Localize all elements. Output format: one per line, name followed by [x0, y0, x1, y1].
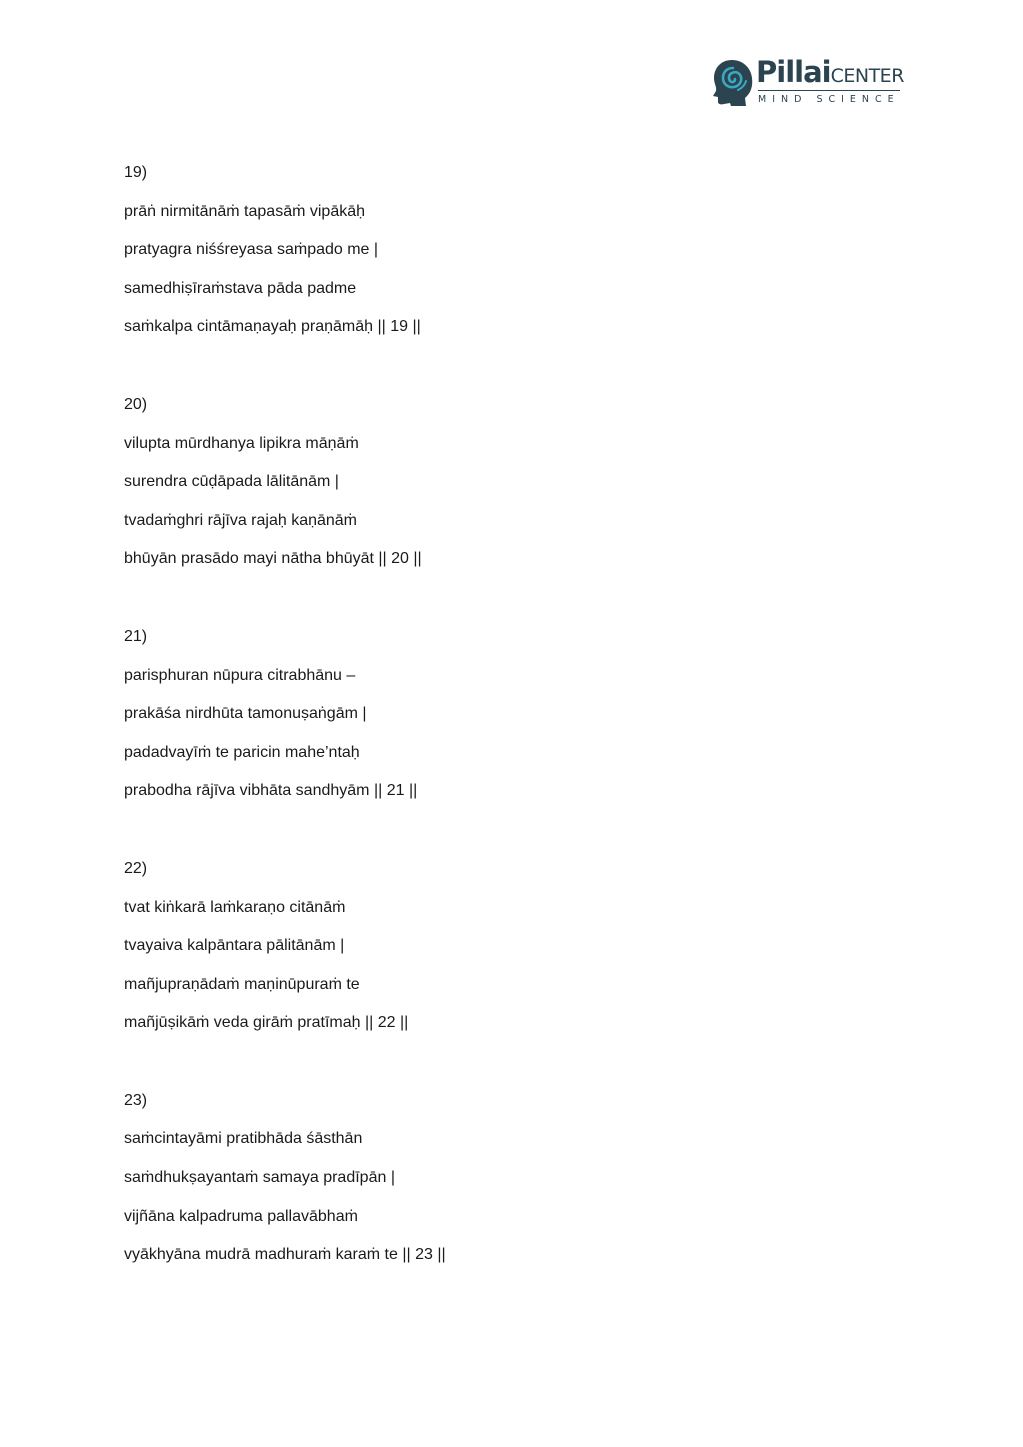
verse-list — [124, 162, 446, 1322]
verse-20 — [124, 394, 446, 587]
verse-line: mañjūṣikāṁ veda girāṁ pratīmaḥ || 22 || — [124, 1014, 409, 1032]
verse-line: saṁkalpa cintāmaṇayaḥ praṇāmāḥ || 19 || — [124, 318, 421, 336]
verse-line: prāṅ nirmitānāṁ tapasāṁ vipākāḥ — [124, 202, 366, 220]
verse-22 — [124, 858, 446, 1051]
verse-line: prakāśa nirdhūta tamonuṣaṅgām | — [124, 705, 367, 723]
verse-line: samedhiṣīraṁstava pāda padme — [124, 279, 357, 297]
verse-line: prabodha rājīva vibhāta sandhyām || 21 || — [124, 782, 418, 800]
verse-line: tvadaṁghri rājīva rajaḥ kaṇānāṁ — [124, 511, 358, 529]
verse-line: bhūyān prasādo mayi nātha bhūyāt || 20 || — [124, 550, 422, 568]
verse-number: 20) — [124, 395, 148, 413]
logo-tagline: MIND SCIENCE — [758, 94, 900, 105]
verse-21 — [124, 626, 446, 819]
verse-line: surendra cūḍāpada lālitānām | — [124, 473, 339, 491]
verse-line: parisphuran nūpura citrabhānu – — [124, 666, 356, 684]
logo-divider — [758, 90, 900, 91]
verse-line: saṁcintayāmi pratibhāda śāsthān — [124, 1130, 363, 1148]
pillai-center-logo — [712, 55, 904, 108]
verse-19 — [124, 162, 446, 355]
verse-number: 22) — [124, 859, 148, 877]
verse-number: 21) — [124, 627, 148, 645]
verse-number: 19) — [124, 164, 148, 181]
verse-line: vijñāna kalpadruma pallavābhaṁ — [124, 1207, 358, 1225]
verse-line: mañjupraṇādaṁ maṇinūpuraṁ te — [124, 975, 360, 993]
head-swirl-icon — [712, 58, 754, 106]
verse-line: vilupta mūrdhanya lipikra māṇāṁ — [124, 434, 359, 452]
verse-line: tvat kiṅkarā laṁkaraṇo citānāṁ — [124, 898, 346, 916]
verse-line: tvayaiva kalpāntara pālitānām | — [124, 937, 345, 955]
verse-number: 23) — [124, 1091, 148, 1109]
verse-line: saṁdhukṣayantaṁ samaya pradīpān | — [124, 1169, 395, 1187]
logo-word-center: CENTER — [830, 65, 904, 87]
logo-wordmark — [756, 55, 904, 89]
verse-line: pratyagra niśśreyasa saṁpado me | — [124, 241, 379, 259]
verse-line: vyākhyāna mudrā madhuraṁ karaṁ te || 23 || — [124, 1246, 446, 1264]
verse-23 — [124, 1090, 446, 1283]
verse-line: padadvayīṁ te paricin mahe’ntaḥ — [124, 743, 360, 761]
logo-word-pillai: Pillai — [756, 55, 831, 89]
